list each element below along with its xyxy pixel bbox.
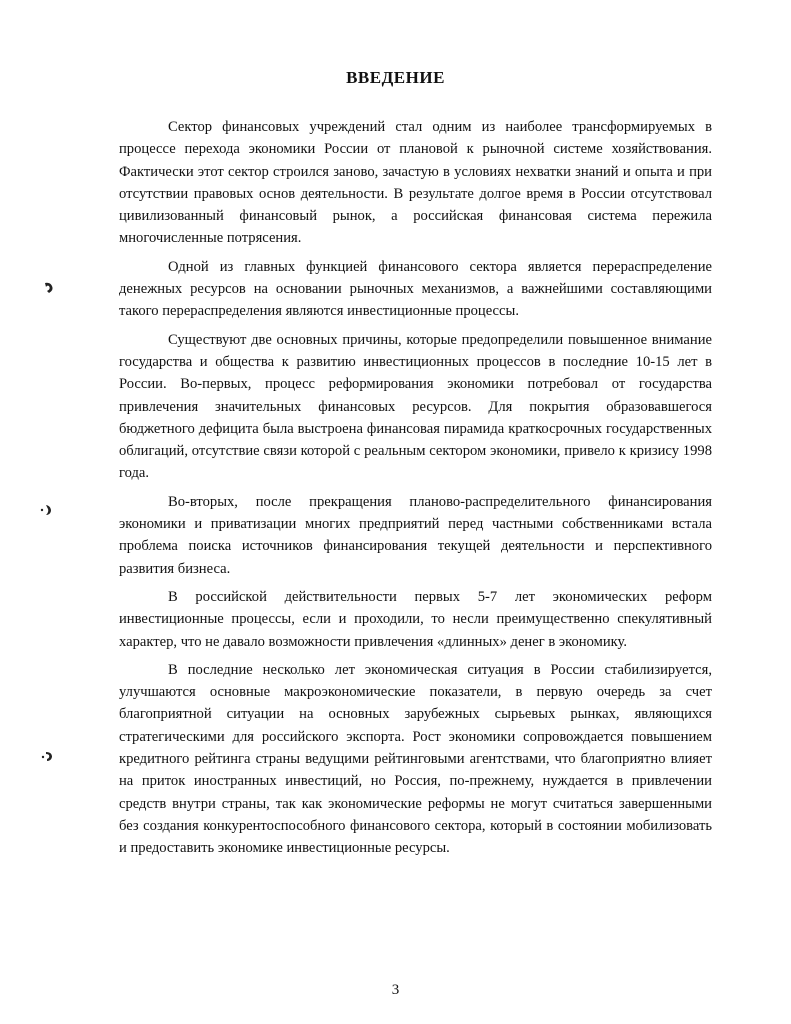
paragraph-5: В российской действительности первых 5-7 лет экономических реформ инвестиционные процессы, если и проходили, то несли преимущественно спекулятивный характер, что не давало возможности привлечения «длинных» денег в экономику. — [119, 588, 712, 650]
paragraph-4: Во-вторых, после прекращения планово-распределительного финансирования экономики и приватизации многих предприятий перед частными собственниками встала проблема поиска источников финансирования текущей деятельности и перспективного развития бизнеса. — [119, 493, 712, 577]
scan-mark-icon — [42, 281, 56, 295]
scan-mark-icon — [41, 749, 55, 763]
body-text — [119, 116, 712, 866]
paragraph-2: Одной из главных функцией финансового сектора является перераспределение денежных ресурсов на основании рыночных механизмов, а важнейшими составляющими такого перераспределения являются инвестиционные процессы. — [119, 258, 712, 320]
paragraph-6: В последние несколько лет экономическая ситуация в России стабилизируется, улучшаются основные макроэкономические показатели, в первую очередь за счет благоприятной ситуации на основных зарубежных сырьевых рынках, являющихся стратегическими для российского экспорта. Рост экономики сопровождается повышением кредитного рейтинга страны ведущими рейтинговыми агентствами, что благоприятно влияет на приток иностранных инвестиций, но Россия, по-прежнему, нуждается в привлечении средств внутри страны, так как экономические реформы не могут считаться завершенными без создания конкурентоспособного финансового сектора, который в состоянии мобилизовать и предоставить экономике инвестиционные ресурсы. — [119, 661, 712, 857]
page-number: 3 — [391, 982, 400, 998]
page-title: ВВЕДЕНИЕ — [346, 68, 445, 87]
paragraph-1: Сектор финансовых учреждений стал одним из наиболее трансформируемых в процессе перехода экономики России от плановой к рыночной системе хозяйствования. Фактически этот сектор строился заново, зачастую в условиях нехватки знаний и опыта и при отсутствии правовых основ деятельности. В результате долгое время в России отсутствовал цивилизованный финансовый рынок, а российская финансовая система пережила многочисленные потрясения. — [119, 119, 712, 247]
scan-mark-icon — [40, 503, 54, 517]
paragraph-3: Существуют две основных причины, которые предопределили повышенное внимание государства и общества к развитию инвестиционных процессов в последние 10-15 лет в России. Во-первых, процесс реформирования экономики потребовал от государства привлечения значительных финансовых ресурсов. Для покрытия образовавшегося бюджетного дефицита была выстроена финансовая пирамида краткосрочных государственных облигаций, отсутствие связи которой с реальным сектором экономики, привело к кризису 1998 года. — [119, 331, 712, 482]
